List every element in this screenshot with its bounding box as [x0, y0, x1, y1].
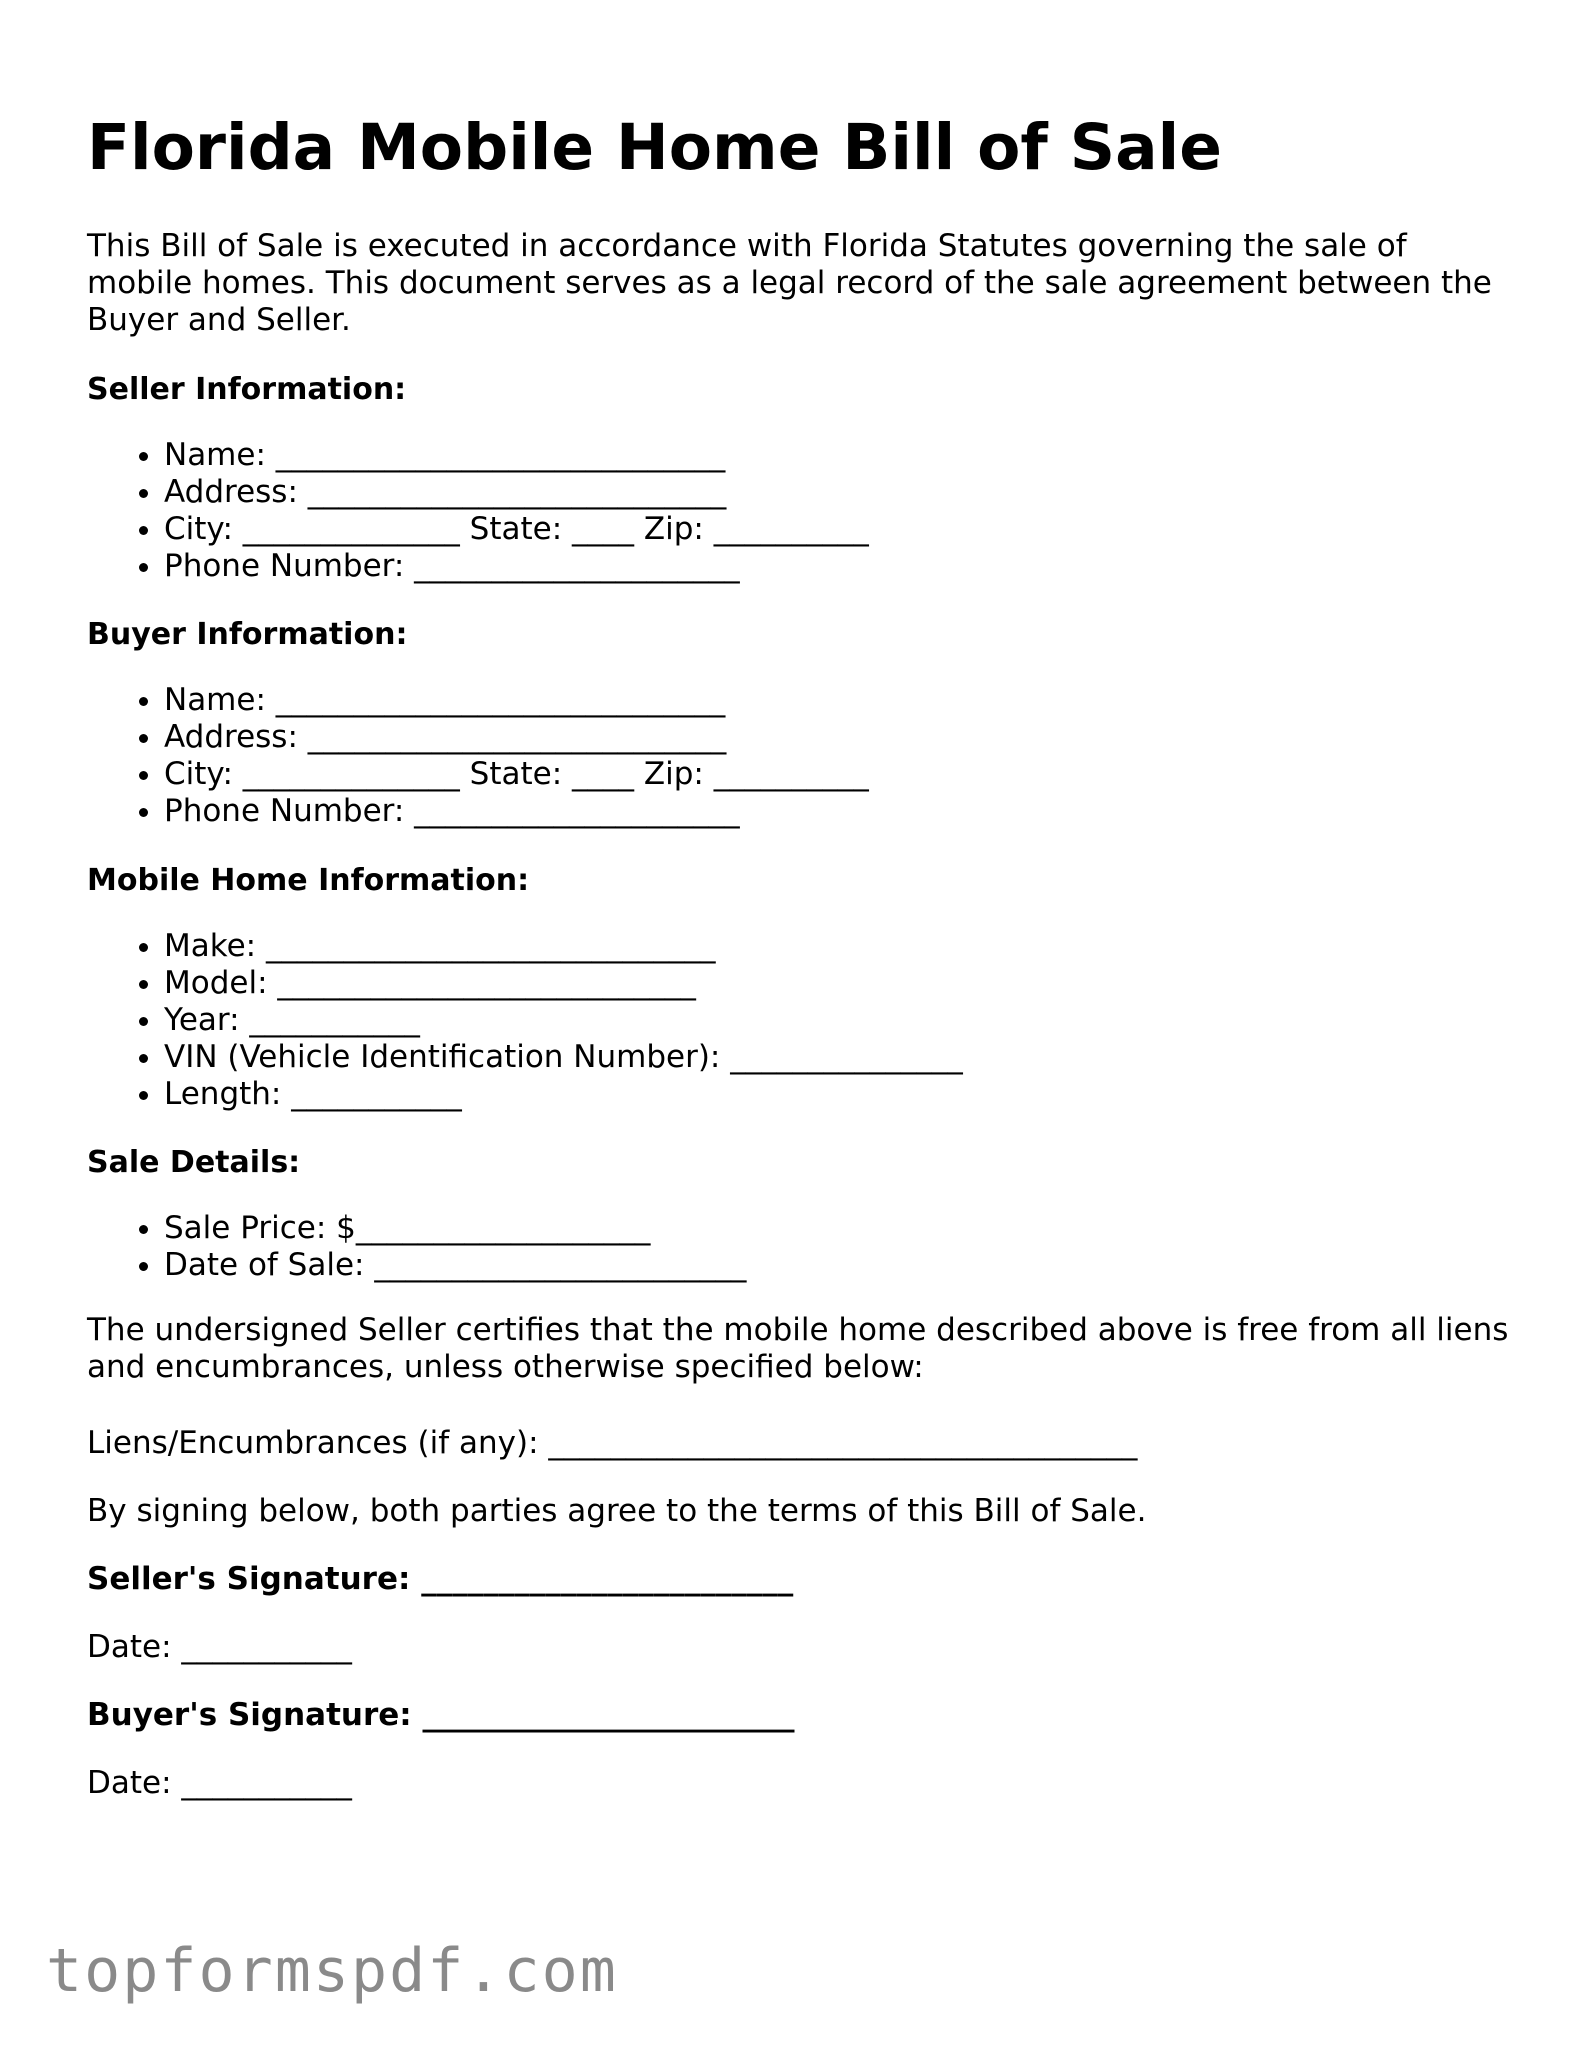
site-watermark: topformspdf.com [46, 1936, 618, 2006]
sale-price-field[interactable]: • Sale Price: $___________________ [164, 1210, 746, 1247]
seller-information-heading: Seller Information: [87, 372, 407, 407]
seller-date-field[interactable]: Date: ___________ [87, 1629, 352, 1665]
make-field[interactable]: • Make: _____________________________ [164, 928, 963, 965]
buyer-fields-list [87, 682, 869, 830]
buyer-name-field[interactable]: • Name: _____________________________ [164, 682, 869, 719]
length-field[interactable]: • Length: ___________ [164, 1076, 963, 1113]
date-of-sale-field[interactable]: • Date of Sale: ________________________ [164, 1247, 746, 1284]
seller-address-field[interactable]: • Address: ___________________________ [164, 474, 869, 511]
buyer-city-state-zip-field[interactable]: • City: ______________ State: ____ Zip: __________ [164, 756, 869, 793]
buyer-phone-field[interactable]: • Phone Number: _____________________ [164, 793, 869, 830]
sale-details-heading: Sale Details: [87, 1145, 301, 1180]
mobile-home-information-heading: Mobile Home Information: [87, 863, 530, 898]
seller-signature-line[interactable] [87, 1561, 793, 1598]
certification-paragraph: The undersigned Seller certifies that the mobile home described above is free from all liens and encumbrances, unless otherwise specified below: [87, 1312, 1509, 1385]
year-field[interactable]: • Year: ___________ [164, 1002, 963, 1039]
mobile-home-fields-list [87, 928, 963, 1113]
buyer-signature-label: Buyer's Signature: [87, 1697, 412, 1733]
document-title: Florida Mobile Home Bill of Sale [87, 111, 1222, 184]
buyer-signature-line[interactable] [87, 1697, 794, 1734]
seller-phone-field[interactable]: • Phone Number: _____________________ [164, 548, 869, 585]
sale-fields-list [87, 1210, 746, 1284]
buyer-information-heading: Buyer Information: [87, 617, 408, 652]
intro-paragraph: This Bill of Sale is executed in accordance with Florida Statutes governing the sale of mobile homes. This document serves as a legal record of the sale agreement between the Buyer and Seller. [87, 228, 1492, 338]
model-field[interactable]: • Model: ___________________________ [164, 965, 963, 1002]
seller-name-field[interactable]: • Name: _____________________________ [164, 437, 869, 474]
buyer-date-field[interactable]: Date: ___________ [87, 1765, 352, 1801]
buyer-signature-blank[interactable]: ________________________ [422, 1697, 795, 1733]
seller-signature-blank[interactable]: ________________________ [421, 1561, 794, 1597]
agreement-paragraph: By signing below, both parties agree to the terms of this Bill of Sale. [87, 1493, 1147, 1529]
vin-field[interactable]: • VIN (Vehicle Identification Number): _______________ [164, 1039, 963, 1076]
seller-signature-label: Seller's Signature: [87, 1561, 411, 1597]
buyer-address-field[interactable]: • Address: ___________________________ [164, 719, 869, 756]
liens-field[interactable]: Liens/Encumbrances (if any): ______________________________________ [87, 1425, 1138, 1461]
seller-city-state-zip-field[interactable]: • City: ______________ State: ____ Zip: __________ [164, 511, 869, 548]
seller-fields-list [87, 437, 869, 585]
